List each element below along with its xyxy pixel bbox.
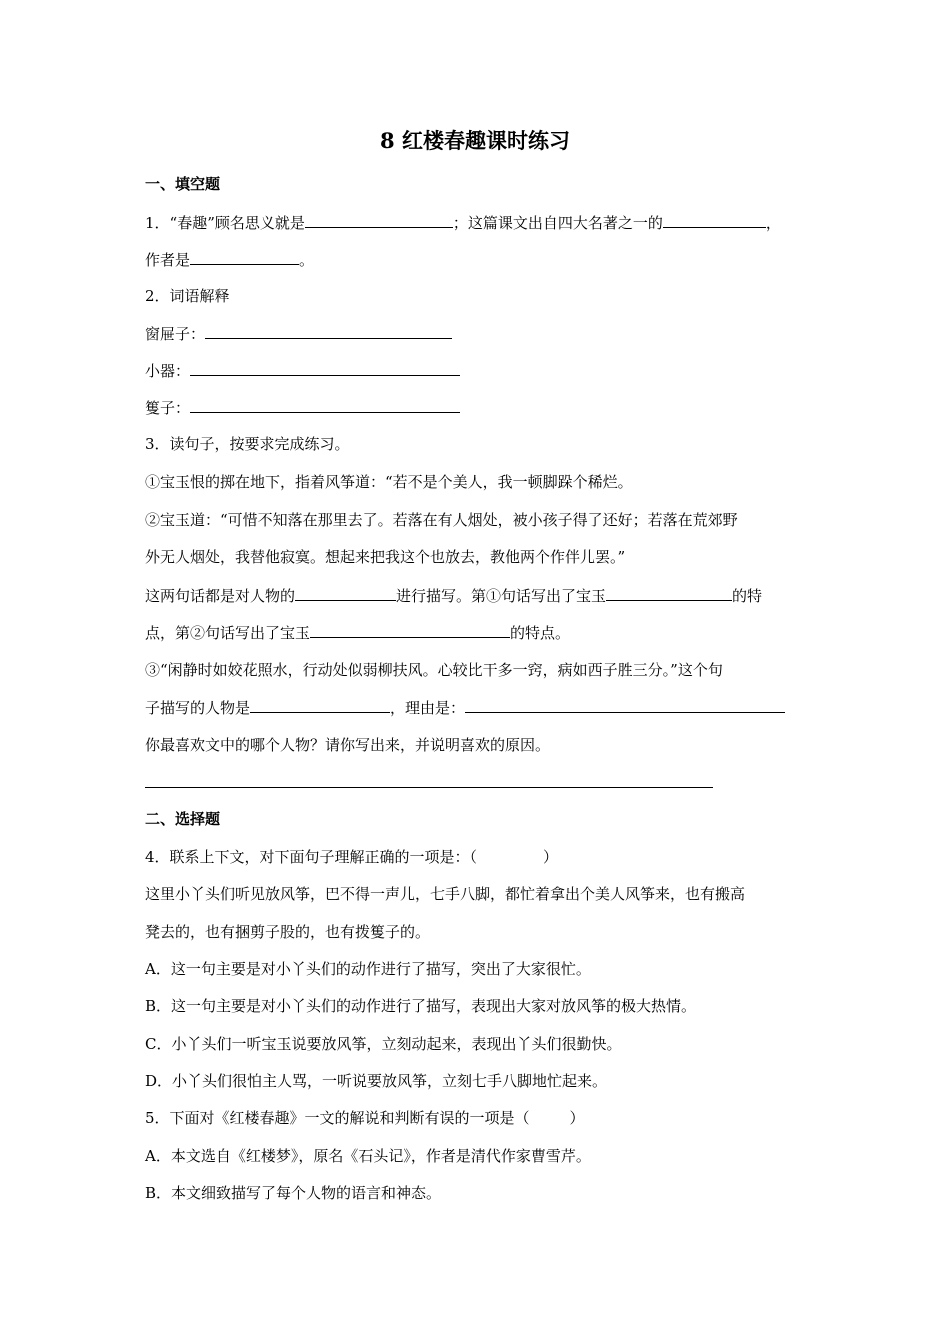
question-5-text: ）: [569, 1109, 585, 1127]
analysis-text: 点，第②句话写出了宝玉: [145, 624, 311, 642]
quote-2-line-1: ②宝玉道：“可惜不知落在那里去了。若落在有人烟处，被小孩子得了还好；若落在荒郊野: [145, 511, 738, 529]
option-b[interactable]: B．这一句主要是对小丫头们的动作进行了描写，表现出大家对放风筝的极大热情。: [145, 997, 697, 1015]
question-1-text: ；这篇课文出自四大名著之一的: [452, 214, 663, 232]
question-2-heading: 2．词语解释: [145, 287, 230, 305]
answer-blank-author[interactable]: [190, 249, 299, 265]
question-3-heading: 3．读句子，按要求完成练习。: [145, 435, 350, 453]
option-c[interactable]: C．小丫头们一听宝玉说要放风筝，立刻动起来，表现出丫头们很勤快。: [145, 1035, 622, 1053]
vocab-label: 窗屉子：: [145, 325, 206, 343]
question-4-stem: [145, 847, 558, 867]
answer-blank-trait-2[interactable]: [310, 622, 510, 638]
favorite-character-prompt: 你最喜欢文中的哪个人物？请你写出来，并说明喜欢的原因。: [145, 736, 551, 754]
question-4-text: 4．联系上下文，对下面句子理解正确的一项是：（: [145, 848, 478, 866]
quote-2-line-2: 外无人烟处，我替他寂寞。想起来把我这个也放去，教他两个作伴儿罢。”: [145, 548, 626, 566]
option-a[interactable]: A．本文选自《红楼梦》，原名《石头记》，作者是清代作家曹雪芹。: [145, 1147, 591, 1165]
page-title: 8 红楼春趣课时练习: [380, 128, 570, 153]
quote-3-text: 子描写的人物是: [145, 699, 251, 717]
question-1-text: 。: [299, 251, 315, 269]
answer-blank-trait-1[interactable]: [606, 585, 732, 601]
question-1-line-1: [145, 212, 781, 232]
question-1-line-2: [145, 249, 314, 269]
question-1-text: 作者是: [145, 251, 191, 269]
quote-3-line-2: [145, 697, 785, 717]
option-d[interactable]: D．小丫头们很怕主人骂，一听说要放风筝，立刻七手八脚地忙起来。: [145, 1072, 608, 1090]
analysis-text: 的特点。: [510, 624, 571, 642]
analysis-text: 进行描写。第①句话写出了宝玉: [396, 587, 607, 605]
analysis-line-1: [145, 585, 762, 605]
answer-blank-meaning[interactable]: [305, 212, 453, 228]
section-heading-choice: 二、选择题: [145, 810, 221, 828]
answer-blank-reason[interactable]: [465, 697, 785, 713]
question-5-stem: [145, 1108, 585, 1128]
answer-blank-vocab-2[interactable]: [190, 360, 460, 376]
answer-blank-vocab-1[interactable]: [205, 323, 452, 339]
answer-blank-aspect[interactable]: [295, 585, 396, 601]
question-1-text: 1．“春趣”顾名思义就是: [145, 214, 305, 232]
answer-blank-vocab-3[interactable]: [190, 397, 460, 413]
question-1-text: ，: [765, 214, 781, 232]
analysis-line-2: [145, 622, 570, 642]
section-heading-fill-blank: 一、填空题: [145, 175, 221, 193]
option-a[interactable]: A．这一句主要是对小丫头们的动作进行了描写，突出了大家很忙。: [145, 960, 591, 978]
vocab-item: [145, 397, 460, 417]
answer-blank-character[interactable]: [250, 697, 390, 713]
vocab-item: [145, 360, 460, 380]
favorite-answer-line: [145, 772, 713, 792]
question-5-text: 5．下面对《红楼春趣》一文的解说和判断有误的一项是（: [145, 1109, 530, 1127]
vocab-label: 篗子：: [145, 399, 191, 417]
quote-1: ①宝玉恨的掷在地下，指着风筝道：“若不是个美人，我一顿脚跺个稀烂。: [145, 473, 633, 491]
passage-line-1: 这里小丫头们听见放风筝，巴不得一声儿，七手八脚，都忙着拿出个美人风筝来，也有搬高: [145, 885, 746, 903]
question-4-text: ）: [543, 848, 559, 866]
answer-blank-classic[interactable]: [663, 212, 766, 228]
answer-blank-favorite[interactable]: [145, 772, 713, 788]
quote-3-line-1: ③“闲静时如姣花照水，行动处似弱柳扶风。心较比干多一窍，病如西子胜三分。”这个句: [145, 661, 723, 679]
analysis-text: 的特: [732, 587, 763, 605]
option-b[interactable]: B．本文细致描写了每个人物的语言和神态。: [145, 1184, 442, 1202]
quote-3-text: ，理由是：: [390, 699, 466, 717]
vocab-label: 小器：: [145, 362, 191, 380]
vocab-item: [145, 323, 452, 343]
analysis-text: 这两句话都是对人物的: [145, 587, 296, 605]
passage-line-2: 凳去的，也有捆剪子股的，也有拨篗子的。: [145, 923, 431, 941]
